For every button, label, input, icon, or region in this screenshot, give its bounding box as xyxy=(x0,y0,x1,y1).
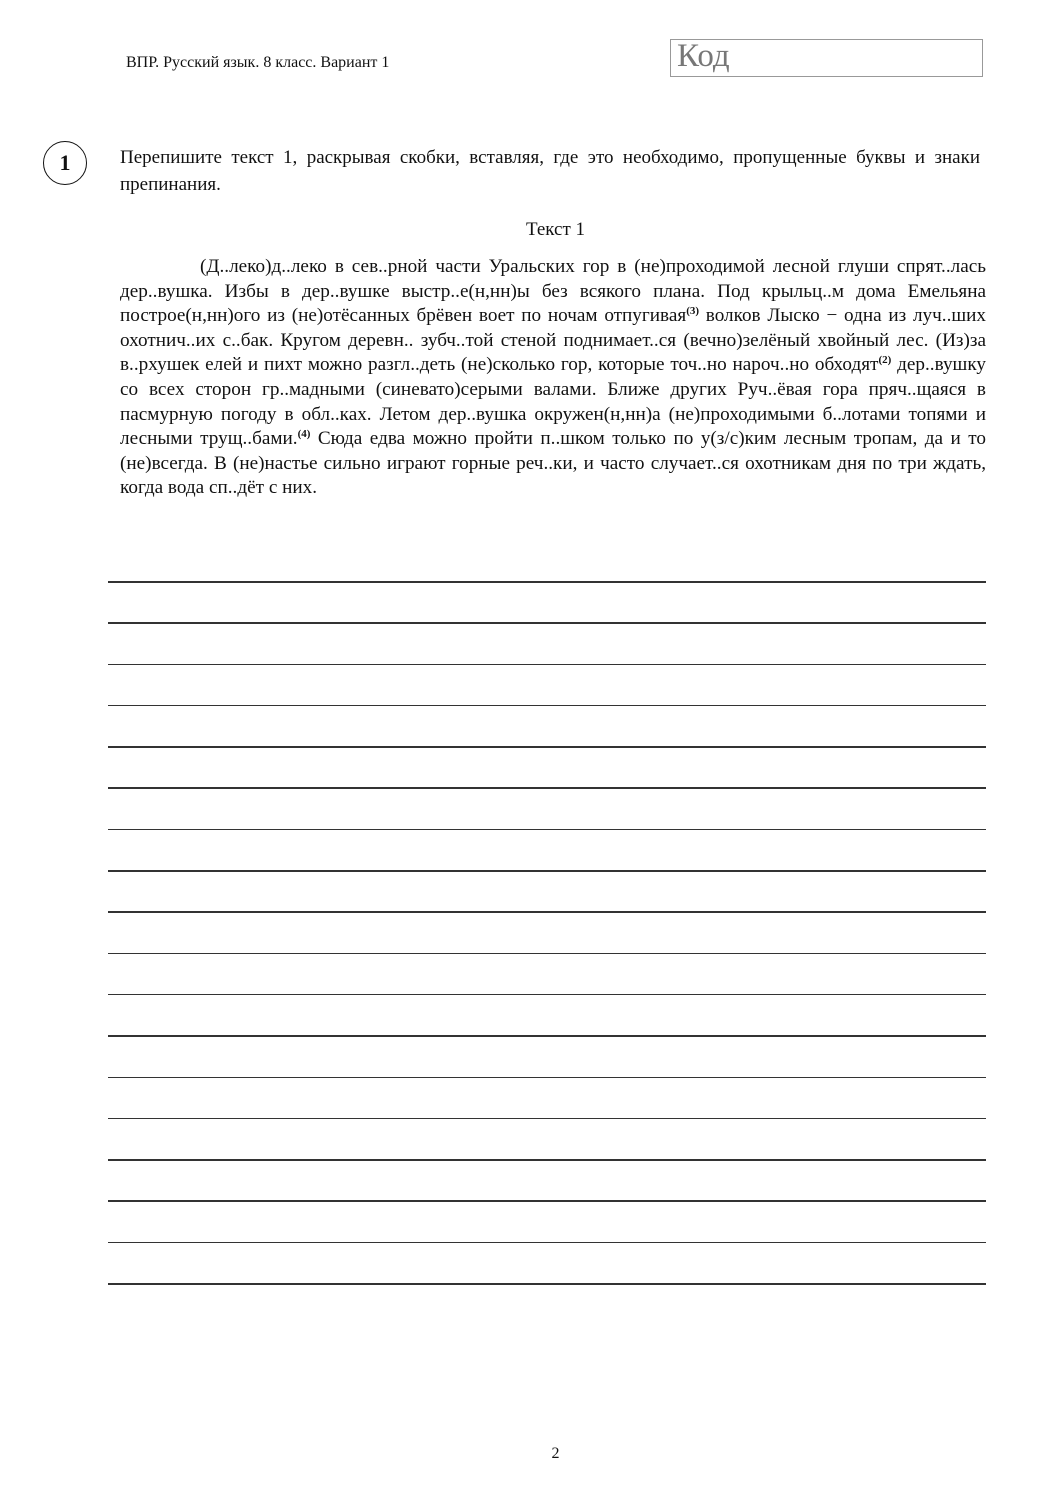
answer-line[interactable] xyxy=(108,746,986,748)
footnote-ref: (3) xyxy=(686,305,700,318)
answer-line[interactable] xyxy=(108,664,986,666)
answer-line[interactable] xyxy=(108,1159,986,1161)
answer-line[interactable] xyxy=(108,581,986,583)
answer-line[interactable] xyxy=(108,622,986,624)
answer-line[interactable] xyxy=(108,787,986,789)
answer-line[interactable] xyxy=(108,1077,986,1079)
document-header: ВПР. Русский язык. 8 класс. Вариант 1 xyxy=(126,54,390,71)
answer-line[interactable] xyxy=(108,994,986,996)
answer-line[interactable] xyxy=(108,1118,986,1120)
text-segment: дер..вушку со всех сторон гр..мадными (синевато)серыми валами. Ближе других Руч..ёвая гора пряч..щаяся в пасмурную погоду в обл..ках. Летом дер..вушка окружен(н,нн)а (не)проходимыми б..лотами топями и лесными трущ..бами. xyxy=(120,354,986,450)
task-number-badge: 1 xyxy=(43,141,87,185)
answer-line[interactable] xyxy=(108,829,986,831)
answer-lines[interactable] xyxy=(108,581,986,1324)
answer-line[interactable] xyxy=(108,705,986,707)
text-paragraph xyxy=(120,255,986,501)
text-body xyxy=(120,255,986,501)
answer-line[interactable] xyxy=(108,1035,986,1037)
footnote-ref: (4) xyxy=(297,428,311,441)
answer-line[interactable] xyxy=(108,911,986,913)
code-field[interactable] xyxy=(670,39,983,77)
answer-line[interactable] xyxy=(108,953,986,955)
task-instruction: Перепишите текст 1, раскрывая скобки, вставляя, где это необходимо, пропущенные буквы и знаки препинания. xyxy=(120,147,980,195)
code-label: Код xyxy=(677,38,730,74)
answer-line[interactable] xyxy=(108,1200,986,1202)
answer-line[interactable] xyxy=(108,870,986,872)
footnote-ref: (2) xyxy=(878,354,892,367)
text-segment: волков Лыско − одна из луч..ших охотнич..их с..бак. Кругом деревн.. зубч..той стеной поднимает..ся (вечно)зелёный хвойный лес. (Из)за в..рхушек елей и пихт можно разгл..деть (не)сколько гор, которые точ..но нароч..но обходят xyxy=(120,305,987,376)
text-segment: Сюда едва можно пройти п..шком только по у(з/с)ким лесным тропам, да и то (не)всегда. В (не)настье сильно играют горные реч..ки, и часто случает..ся охотникам дня по три ждать, когда вода сп..дёт с них. xyxy=(120,428,986,499)
text-segment: (Д..леко)д..леко в сев..рной части Уральских гор в (не)проходимой лесной глуши спрят..лась дер..вушка. Избы в дер..вушке выстр..е(н,нн)ы без всякого плана. Под крыльц..м дома Емельяна построе(н,нн)ого из (не)отёсанных брёвен воет по ночам отпугивая xyxy=(120,256,986,327)
answer-line[interactable] xyxy=(108,1242,986,1244)
text-title: Текст 1 xyxy=(525,219,586,240)
answer-line[interactable] xyxy=(108,1283,986,1285)
page-number: 2 xyxy=(551,1445,560,1462)
